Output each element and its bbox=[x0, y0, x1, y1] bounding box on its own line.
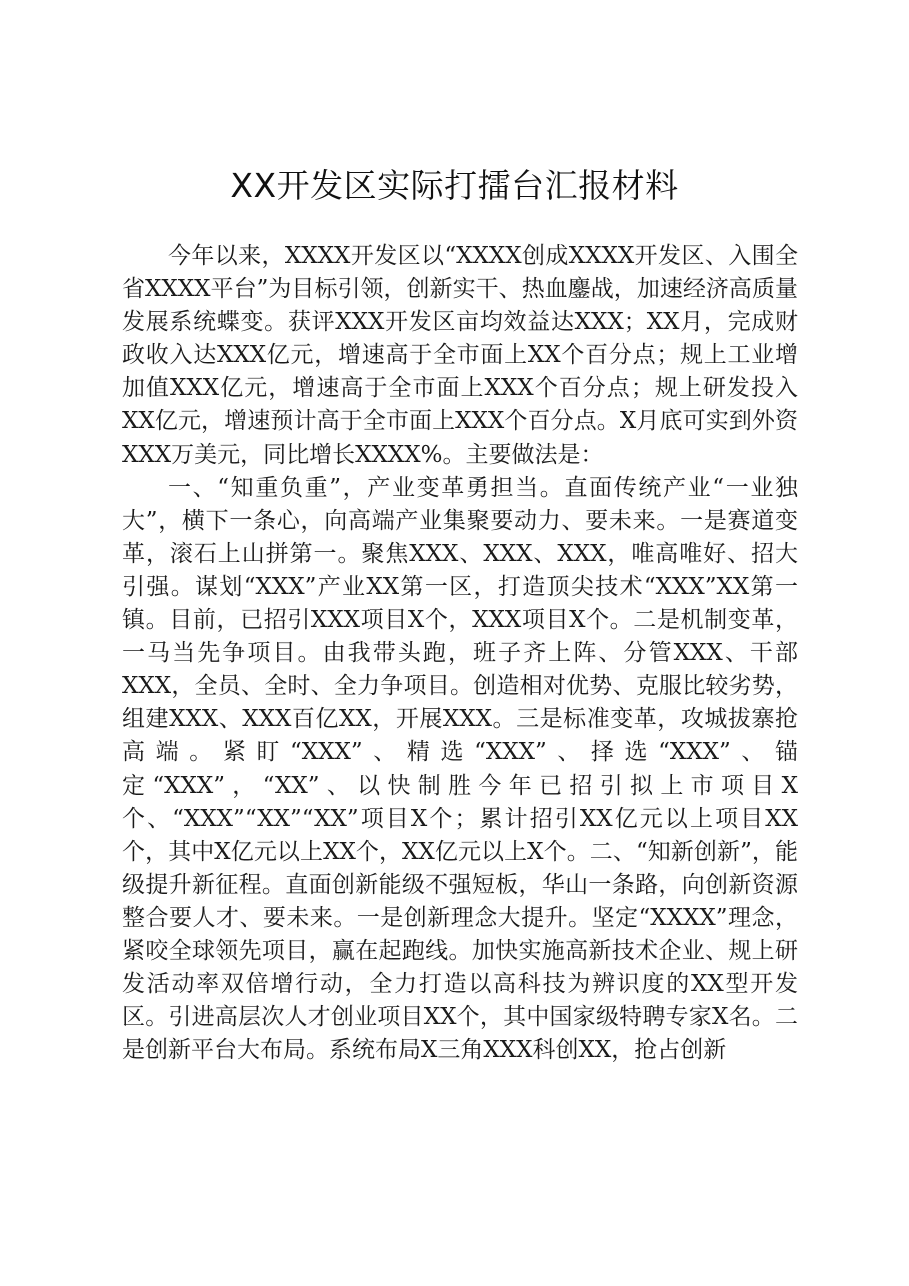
paragraph-intro: 今年以来，XXXX开发区以“XXXX创成XXXX开发区、入围全省XXXX平台”为目标引领，创新实干、热血鏖战，加速经济高质量发展系统蝶变。获评XXX开发区亩均效益达XXX；XX月，完成财政收入达XXX亿元，增速高于全市面上XX个百分点；规上工业增加值XXX亿元，增速高于全市面上XXX个百分点；规上研发投入XX亿元，增速预计高于全市面上XXX个百分点。X月底可实到外资XXX万美元，同比增长XXXX%。主要做法是： bbox=[122, 243, 798, 468]
document-title: XX开发区实际打擂台汇报材料 bbox=[230, 166, 679, 205]
paragraph-main: 一、“知重负重”，产业变革勇担当。直面传统产业“一业独大”，横下一条心，向高端产业集聚要动力、要未来。一是赛道变革，滚石上山拼第一。聚焦XXX、XXX、XXX，唯高唯好、招大引强。谋划“XXX”产业XX第一区，打造顶尖技术“XXX”XX第一镇。目前，已招引XXX项目X个，XXX项目X个。二是机制变革，一马当先争项目。由我带头跑，班子齐上阵、分管XXX、干部XXX，全员、全时、全力争项目。创造相对优势、克服比较劣势，组建XXX、XXX百亿XX，开展XXX。三是标准变革，攻城拔寨抢高端。紧盯“XXX”、精选“XXX”、择选“XXX”、锚定“XXX”，“XX”、以快制胜今年已招引拟上市项目X个、“XXX”“XX”“XX”项目X个；累计招引XX亿元以上项目XX个，其中X亿元以上XX个，XX亿元以上X个。二、“知新创新”，能级提升新征程。直面创新能级不强短板，华山一条路，向创新资源整合要人才、要未来。一是创新理念大提升。坚定“XXXX”理念，紧咬全球领先项目，赢在起跑线。加快实施高新技术企业、规上研发活动率双倍增行动，全力打造以高科技为辨识度的XX型开发区。引进高层次人才创业项目XX个，其中国家级特聘专家X名。二是创新平台大布局。系统布局X三角XXX科创XX，抢占创新 bbox=[122, 474, 798, 1064]
document-body bbox=[122, 240, 798, 1067]
